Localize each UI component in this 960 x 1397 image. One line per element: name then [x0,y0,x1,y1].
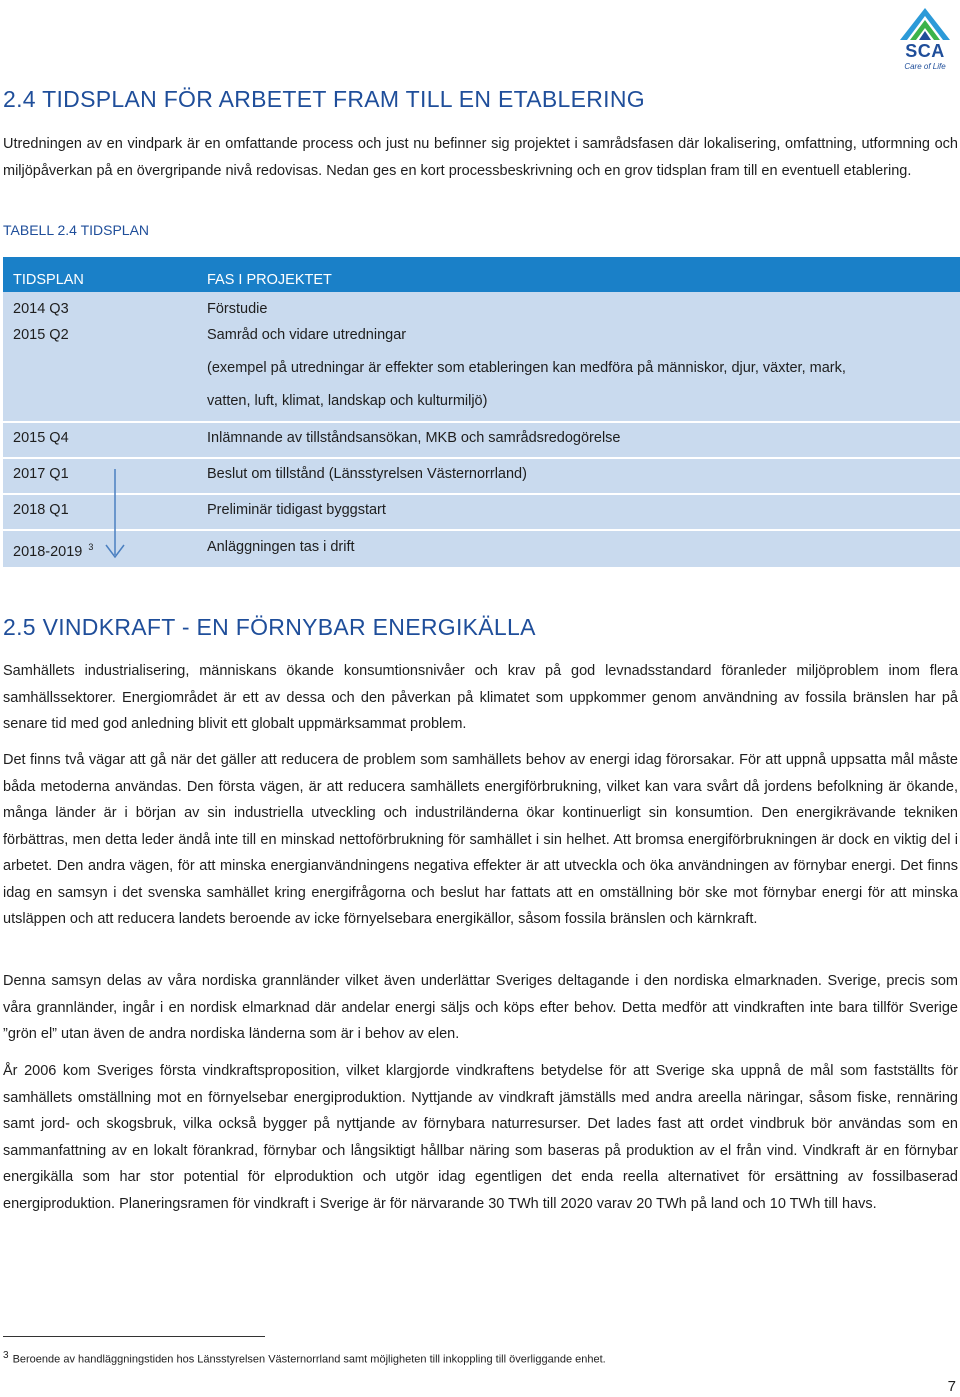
table-header-row [3,257,960,292]
timeline-arrow-icon [103,467,127,561]
row-time: 2017 Q1 [13,466,69,482]
body-paragraph: Samhällets industrialisering, människans ökande konsumtionsnivåer och krav på god levnadsstandard föranleder miljöproblem inom flera samhällssektorer. Energiområdet är ett av dessa och den påverkan på klimatet som uppkommer genom användning av fossila bränslen har på senare tid med god anledning blivit ett globalt uppmärksammat problem. [3,663,958,732]
body-paragraph: Det finns två vägar att gå när det gäller att reducera de problem som samhällets behov av energi idag förorsakar. För att uppnå uppsatta mål måste båda metoderna användas. Den första vägen, är att reducera samhällets energiförbrukning, vilket kan vara svårt då jordens befolkning är ökande, många länder är i början av sin industriella utveckling och industriländerna ökar kontinuerligt sin konsumtion. Den energikrävande tekniken förbättras, men detta leder ändå inte till en minskad nettoförbrukning för samhället i sin helhet. Att bromsa energiförbrukningen är dock en viktig del i arbetet. Den andra vägen, för att minska energianvändningens negativa effekter är att utveckla och öka användningen av förnybar energi. Det finns idag en samsyn i det svenska samhället kring energifrågorna och beslut har fattats att en omställning bör ske mot förnybar energi för att minska utsläppen och att reducera landets beroende av icke förnyelsebara energikällor, såsom fossila bränslen och kärnkraft. [3,752,958,927]
footnote-rule [3,1336,265,1337]
row-phase: Förstudie [207,301,268,317]
header-cell-phase: FAS I PROJEKTET [207,272,332,288]
row-time [13,538,93,561]
row-time: 2015 Q2 [13,327,69,343]
sca-logo [898,6,952,72]
footnote-reference: 3 [88,542,94,552]
page-number: 7 [947,1378,956,1395]
header-cell-time: TIDSPLAN [13,272,84,288]
table-caption: TABELL 2.4 TIDSPLAN [3,222,150,238]
row-phase: Inlämnande av tillståndsansökan, MKB och samrådsredogörelse [207,430,621,446]
logo-wordmark: SCA [905,41,945,61]
row-phase: Samråd och vidare utredningar [207,327,407,343]
body-paragraph: Denna samsyn delas av våra nordiska grannländer vilket även underlättar Sveriges deltagande i den nordiska elmarknaden. Sverige, precis som våra grannländer, ingår i en nordisk elmarknad där andelar energi säljs och köps efter behov. Detta medför att vindkraften inte bara tillför Sverige ”grön el” utan även de andra nordiska länderna som är i behov av elen. [3,973,958,1042]
body-paragraph: År 2006 kom Sveriges första vindkraftsproposition, vilket klargjorde vindkraftens betydelse för att Sverige ska uppnå de mål som fastställts för samhällets omställning mot en förnyelsebar energiproduktion. Nyttjande av vindkraft jämställs med andra areella näringar, såsom fiske, rennäring samt jord- och skogsbruk, vilka också bygger på nyttjande av förnybara naturresurser. Det lades fast att ordet vindbruk bör användas som en sammanfattning av en lokalt förankrad, förnybar och långsiktigt hållbar näring som baseras på produktion av el från vind. Vindkraft är en förnybar energikälla som har stor potential för elproduktion och utgör idag egentligen det enda reella alternativet för ersättning av fossilbaserad energiproduktion. Planeringsramen för vindkraft i Sverige är för närvarande 30 TWh till 2020 varav 20 TWh på land och 10 TWh till havs. [3,1063,958,1212]
footnote-text: Beroende av handläggningstiden hos Länsstyrelsen Västernorrland samt möjligheten till inkoppling till överliggande enhet. [12,1353,606,1366]
section-heading-2-4: 2.4 TIDSPLAN FÖR ARBETET FRAM TILL EN ETABLERING [3,86,645,112]
row-time: 2014 Q3 [13,301,69,317]
footnote [3,1350,606,1366]
row-phase: Preliminär tidigast byggstart [207,502,386,518]
row-divider [3,529,960,531]
row-divider [3,421,960,423]
timetable [3,257,960,567]
section-heading-2-5: 2.5 VINDKRAFT - EN FÖRNYBAR ENERGIKÄLLA [3,614,536,640]
row-phase: Anläggningen tas i drift [207,539,355,555]
row-time: 2015 Q4 [13,430,69,446]
footnote-mark: 3 [3,1350,9,1361]
row-time: 2018 Q1 [13,502,69,518]
sca-logo-mark [898,6,952,42]
intro-paragraph: Utredningen av en vindpark är en omfattande process och just nu befinner sig projektet i samrådsfasen där lokalisering, omfattning, utformning och miljöpåverkan på en övergripande nivå redovisas. Nedan ges en kort processbeskrivning och en grov tidsplan fram till en eventuell etablering. [3,136,958,179]
row-divider [3,457,960,459]
row-phase: Beslut om tillstånd (Länsstyrelsen Västernorrland) [207,466,527,482]
row-divider [3,493,960,495]
logo-tagline: Care of Life [904,62,946,71]
row-phase-note: vatten, luft, klimat, landskap och kulturmiljö) [207,393,488,409]
row-time-value: 2018-2019 [13,543,83,560]
row-phase-note: (exempel på utredningar är effekter som etableringen kan medföra på människor, djur, växter, mark, [207,360,846,376]
